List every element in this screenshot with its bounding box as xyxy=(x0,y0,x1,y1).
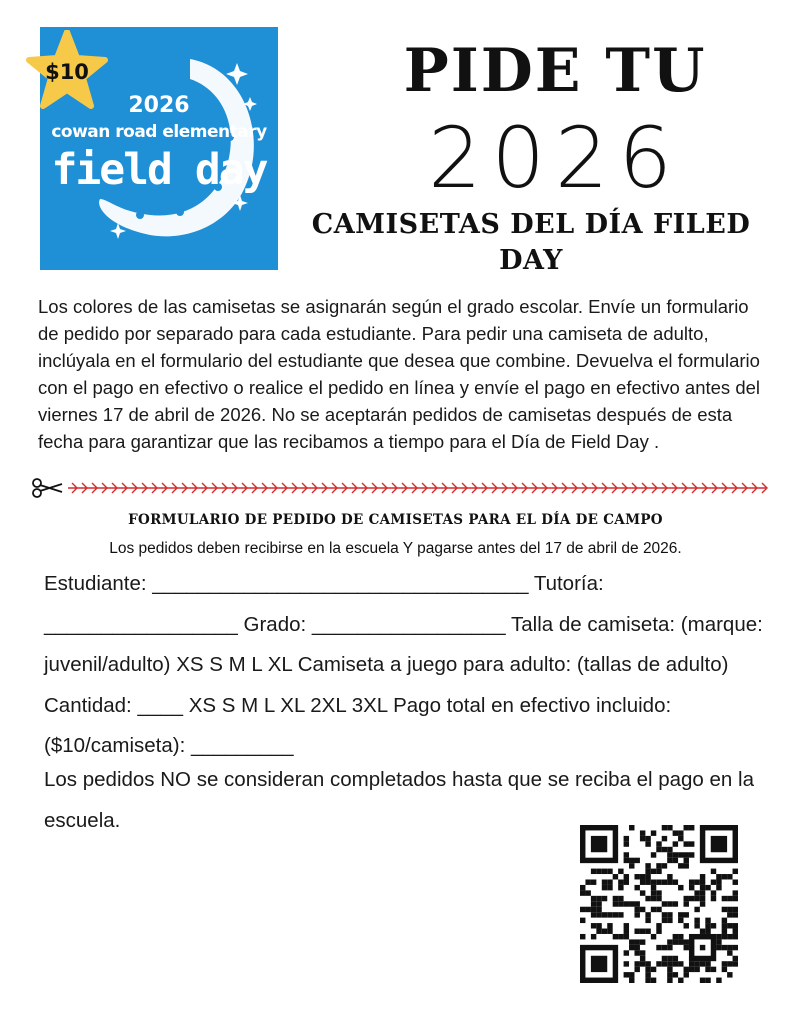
form-title: FORMULARIO DE PEDIDO DE CAMISETAS PARA EL DÍA DE CAMPO xyxy=(128,512,663,528)
headline: PIDE TU xyxy=(403,36,707,106)
intro-paragraph: Los colores de las camisetas se asignarán según el grado escolar. Envíe un formulario de pedido por separado para cada estudiante. Para pedir una camiseta de adulto, inclúyala en el formulario del estudiante que desea que combine. Devuelva el formulario con el pago en efectivo o realice el pedido en línea y envíe el pago en efectivo antes del viernes 17 de abril de 2026. No se aceptarán pedidos de camisetas después de esta fecha para garantizar que las recibamos a tiempo para el Día de Field Day . xyxy=(38,296,761,452)
logo-event-name: field day xyxy=(51,145,267,195)
form-note: Los pedidos NO se consideran completados hasta que se reciba el pago en la escuela. xyxy=(44,768,754,832)
qr-code-icon xyxy=(580,825,738,983)
scissors-icon xyxy=(33,479,62,497)
price-badge: $10 xyxy=(45,60,89,84)
order-form-fields: Estudiante: _________________________________ Tutoría: _________________ Grado: _________________ Talla de camiseta: (marque: juvenil/adulto) XS S M L XL Camiseta a juego para adulto: (tallas de adulto) Cantidad: ____ XS S M L XL 2XL 3XL Pago total en efectivo incluido: ($10/camiseta): _________ xyxy=(44,572,763,757)
form-deadline: Los pedidos deben recibirse en la escuela Y pagarse antes del 17 de abril de 2026. xyxy=(109,540,682,557)
subheadline: CAMISETAS DEL DÍA FILED DAY xyxy=(311,209,751,276)
logo-school-name: cowan road elementary xyxy=(51,122,267,142)
cut-line xyxy=(28,478,768,498)
headline-year: 2026 xyxy=(428,109,682,207)
logo-year: 2026 xyxy=(128,93,190,118)
